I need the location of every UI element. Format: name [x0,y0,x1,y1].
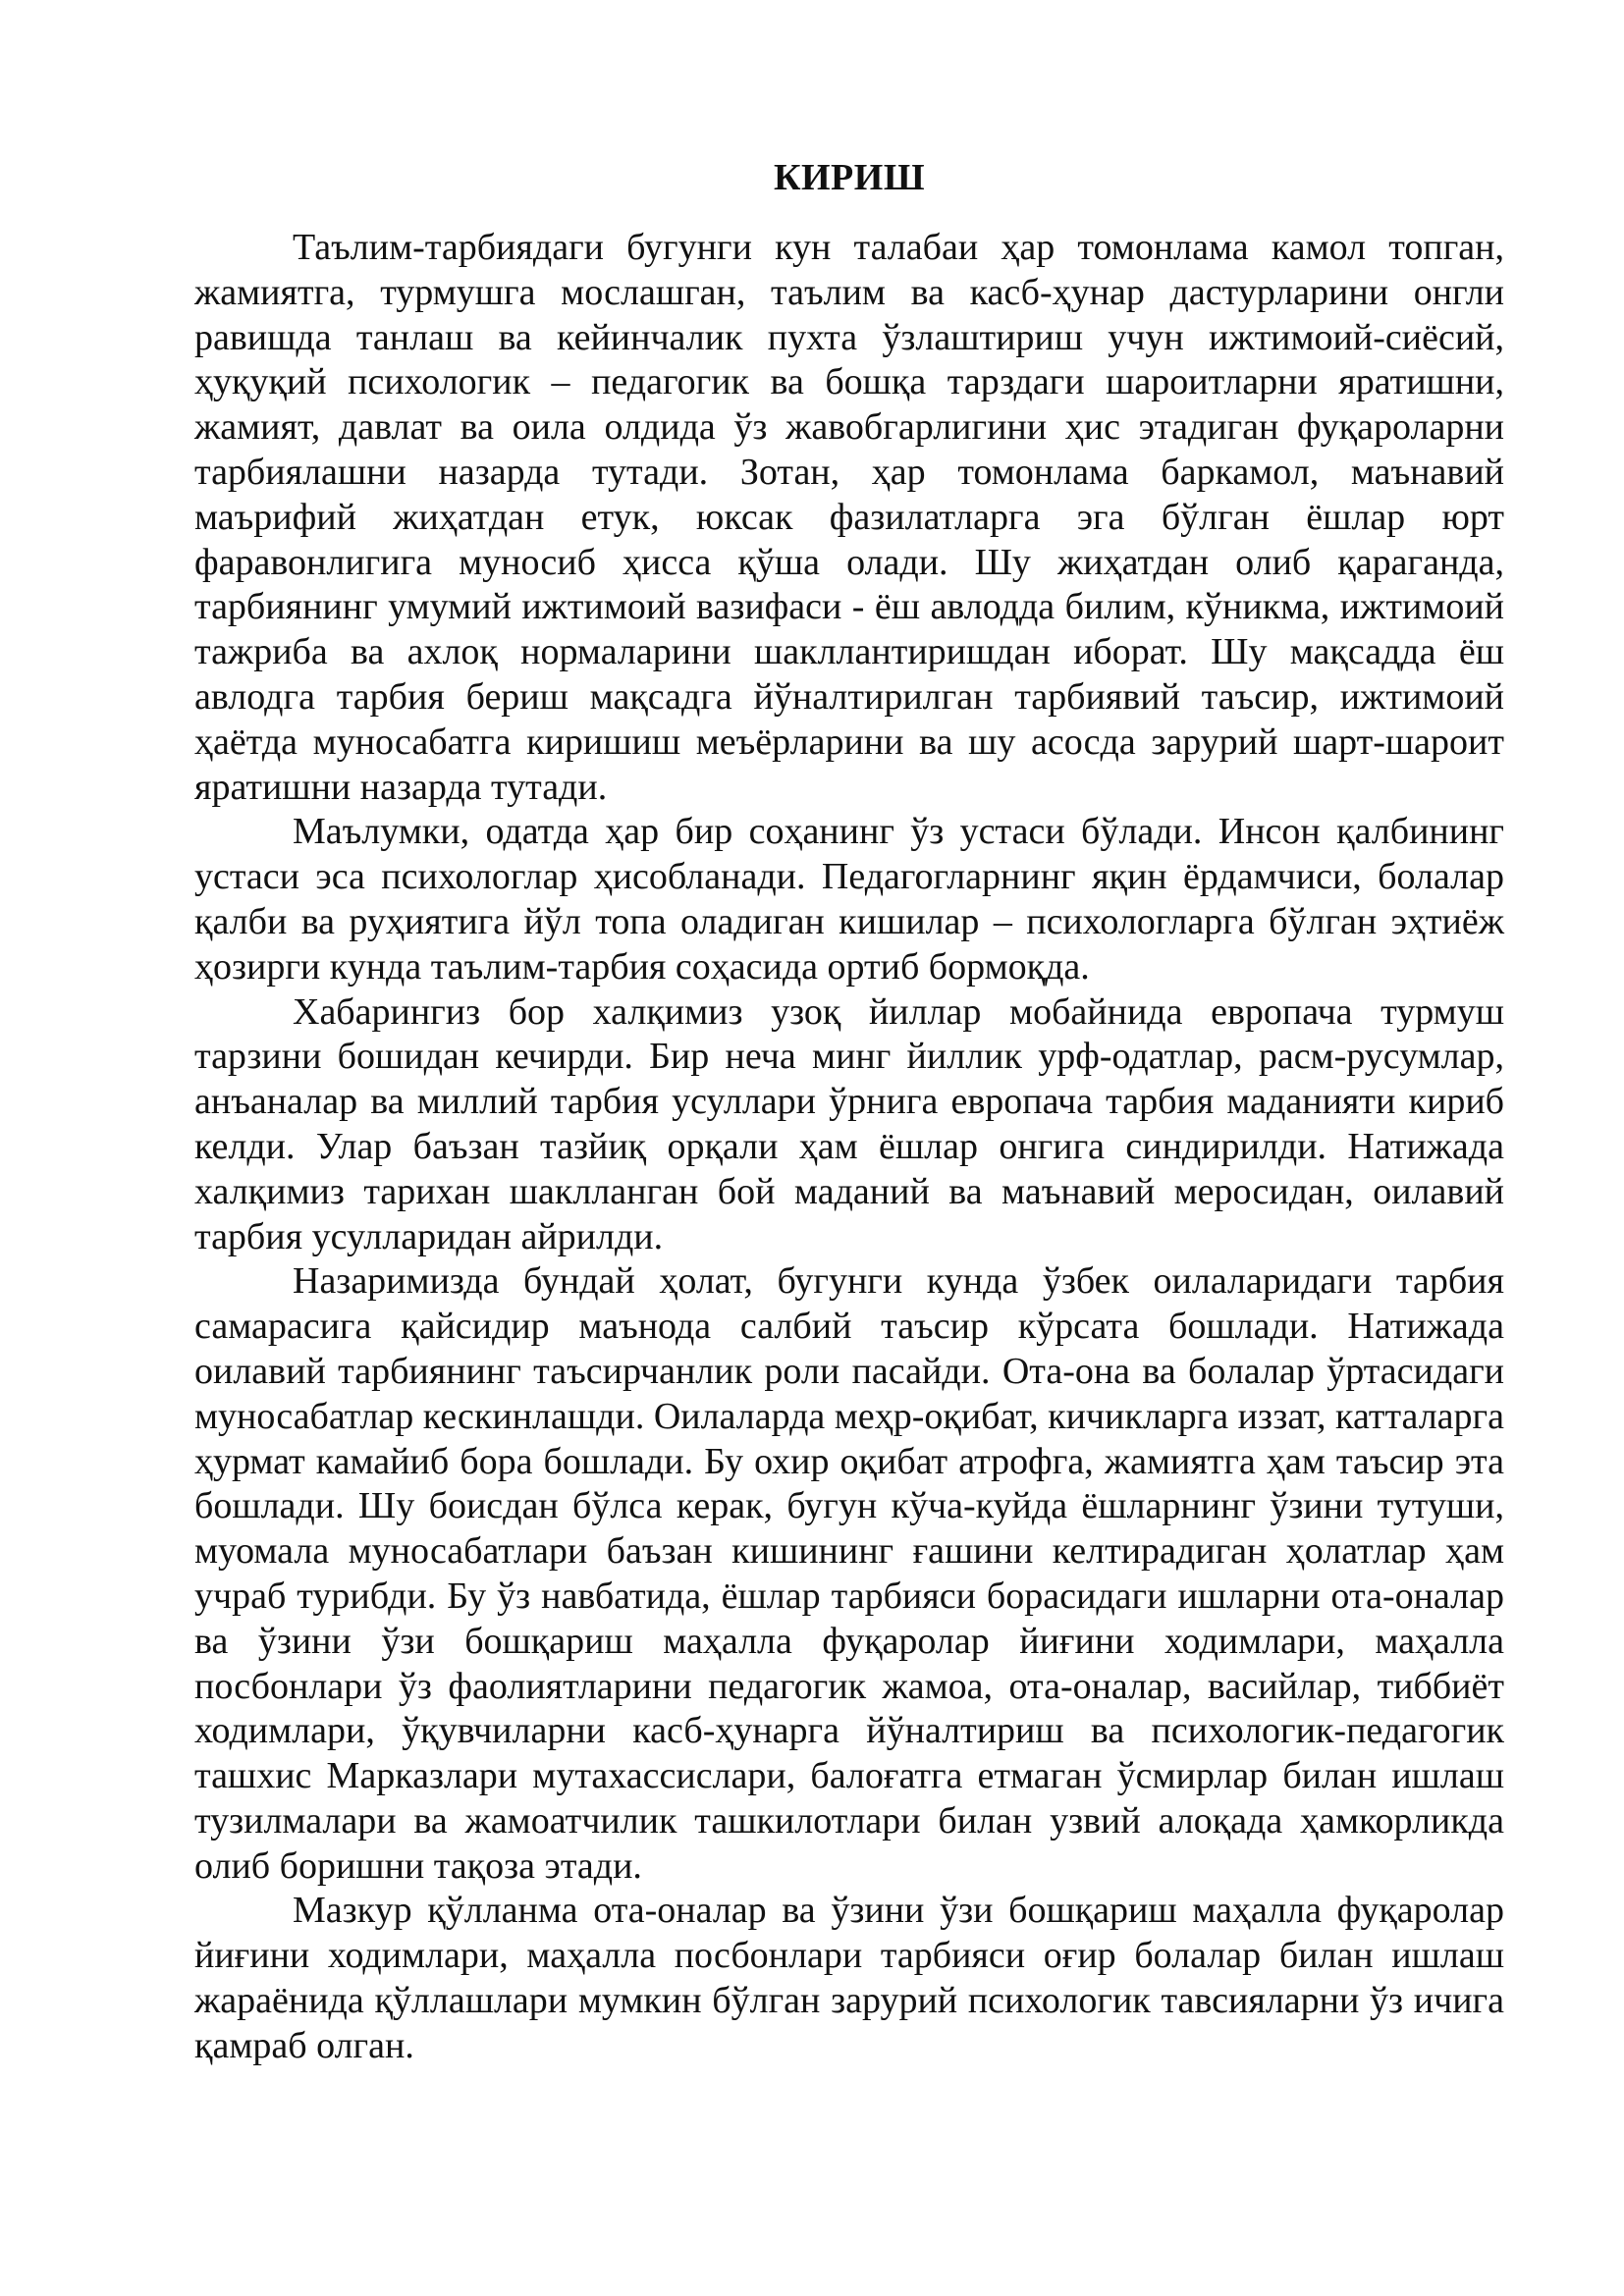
paragraph-5: Мазкур қўлланма ота-оналар ва ўзини ўзи бошқариш маҳалла фуқаролар йиғини ходимлари, маҳалла посбонлари тарбияси оғир болалар билан ишлаш жараёнида қўллашлари мумкин бўлган зарурий психологик тавсияларни ўз ичига қамраб олган. [194,1890,1504,2066]
paragraph-3: Хабарингиз бор халқимиз узоқ йиллар мобайнида европача турмуш тарзини бошидан кечирди. Бир неча минг йиллик урф-одатлар, расм-русумлар, анъаналар ва миллий тарбия усуллари ўрнига европача тарбия маданияти кириб келди. Улар баъзан тазйиқ орқали ҳам ёшлар онгига синдирилди. Натижада халқимиз тарихан шаклланган бой маданий ва маънавий меросидан, оилавий тарбия усулларидан айрилди. [194,990,1504,1257]
document-body [194,147,1504,2069]
page-title: КИРИШ [773,157,926,198]
paragraph-2: Маълумки, одатда ҳар бир соҳанинг ўз устаси бўлади. Инсон қалбининг устаси эса психологлар ҳисобланади. Педагогларнинг яқин ёрдамчиси, болалар қалби ва руҳиятига йўл топа оладиган кишилар – психологларга бўлган эҳтиёж ҳозирги кунда таълим-тарбия соҳасида ортиб бормоқда. [194,811,1504,988]
paragraph-4: Назаримизда бундай ҳолат, бугунги кунда ўзбек оилаларидаги тарбия самарасига қайсидир маънода салбий таъсир кўрсата бошлади. Натижада оилавий тарбиянинг таъсирчанлик роли пасайди. Ота-она ва болалар ўртасидаги муносабатлар кескинлашди. Оилаларда меҳр-оқибат, кичикларга иззат, катталарга ҳурмат камайиб бора бошлади. Бу охир оқибат атрофга, жамиятга ҳам таъсир эта бошлади. Шу боисдан бўлса керак, бугун кўча-куйда ёшларнинг ўзини тутуши, муомала муносабатлари баъзан кишининг ғашини келтирадиган ҳолатлар ҳам учраб турибди. Бу ўз навбатида, ёшлар тарбияси борасидаги ишларни ота-оналар ва ўзини ўзи бошқариш маҳалла фуқаролар йиғини ходимлари, маҳалла посбонлари ўз фаолиятларини педагогик жамоа, ота-оналар, васийлар, тиббиёт ходимлари, ўқувчиларни касб-ҳунарга йўналтириш ва психологик-педагогик ташхис Марказлари мутахассислари, балоғатга етмаган ўсмирлар билан ишлаш тузилмалари ва жамоатчилик ташкилотлари билан узвий алоқада ҳамкорликда олиб боришни тақоза этади. [194,1260,1504,1887]
paragraph-1: Таълим-тарбиядаги бугунги кун талабаи ҳар томонлама камол топган, жамиятга, турмушга мослашган, таълим ва касб-ҳунар дастурларини онгли равишда танлаш ва кейинчалик пухта ўзлаштириш учун ижтимоий-сиёсий, ҳуқуқий психологик – педагогик ва бошқа тарздаги шароитларни яратишни, жамият, давлат ва оила олдида ўз жавобгарлигини ҳис этадиган фуқароларни тарбиялашни назарда тутади. Зотан, ҳар томонлама баркамол, маънавий маърифий жиҳатдан етук, юксак фазилатларга эга бўлган ёшлар юрт фаравонлигига муносиб ҳисса қўша олади. Шу жиҳатдан олиб қараганда, тарбиянинг умумий ижтимоий вазифаси - ёш авлодда билим, кўникма, ижтимоий тажриба ва ахлоқ нормаларини шакллантиришдан иборат. Шу мақсадда ёш авлодга тарбия бериш мақсадга йўналтирилган тарбиявий таъсир, ижтимоий ҳаётда муносабатга киришиш меъёрларини ва шу асосда зарурий шарт-шароит яратишни назарда тутади. [194,227,1504,808]
